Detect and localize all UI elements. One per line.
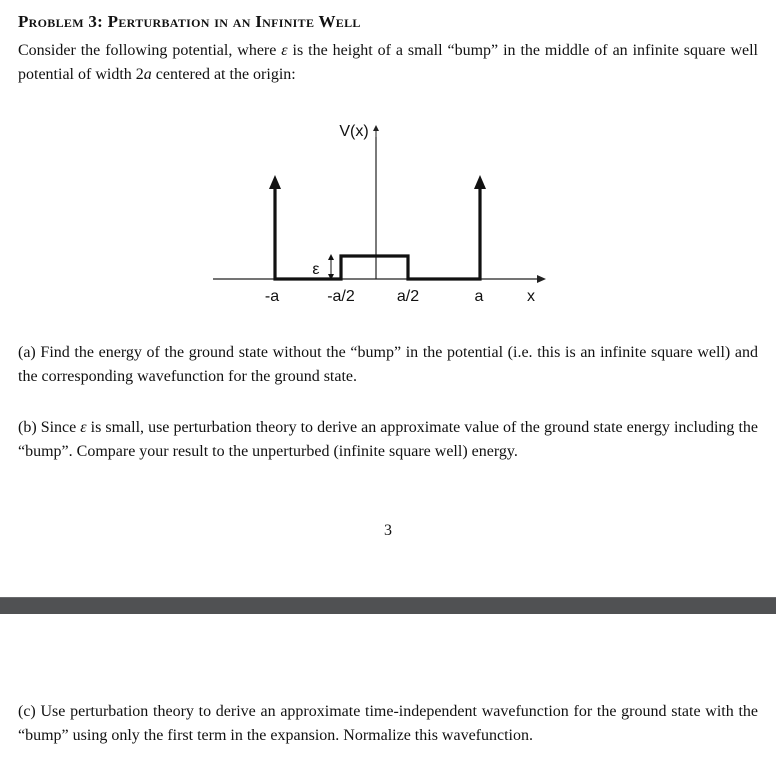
epsilon-arrow-up: [328, 254, 334, 260]
intro-a: a: [143, 66, 152, 83]
intro-text-3: centered at the origin:: [151, 66, 296, 83]
left-wall-arrow: [269, 175, 281, 189]
problem-heading: Problem 3: Perturbation in an Infinite Well: [18, 12, 361, 31]
intro-epsilon: ε: [281, 42, 288, 59]
potential-curve: [275, 185, 480, 279]
part-b-epsilon: ε: [80, 419, 87, 436]
tick-neg-a-half: -a/2: [327, 288, 355, 305]
intro-paragraph: [18, 39, 758, 87]
y-axis-label: V(x): [339, 123, 369, 140]
tick-a: a: [474, 288, 484, 305]
part-b-text-1: (b) Since: [18, 419, 81, 436]
intro-text-1: Consider the following potential, where: [18, 42, 282, 59]
tick-neg-a: -a: [264, 288, 280, 305]
x-axis-arrow: [537, 275, 546, 283]
intro-text-2: is the height of a small “bump” in the middle of an infinite square well potential of width 2: [18, 42, 758, 83]
page-gap: [0, 598, 776, 614]
right-wall-arrow: [474, 175, 486, 189]
part-c: (c) Use perturbation theory to derive an approximate time-independent wavefunction for the ground state with the “bump” using only the first term in the expansion. Normalize this wavefunction.: [18, 703, 758, 744]
page-number: 3: [384, 522, 392, 539]
potential-diagram: [200, 115, 560, 315]
part-a: (a) Find the energy of the ground state without the “bump” in the potential (i.e. this is an infinite square well) and the corresponding wavefunction for the ground state.: [18, 344, 758, 385]
tick-a-half: a/2: [396, 288, 420, 305]
y-axis-arrow: [373, 125, 379, 131]
part-b: [18, 416, 758, 464]
epsilon-label: ε: [312, 261, 320, 278]
part-b-text-2: is small, use perturbation theory to derive an approximate value of the ground state energy including the “bump”. Compare your result to the unperturbed (infinite square well) energy.: [18, 419, 759, 460]
x-axis-label: x: [527, 288, 535, 305]
